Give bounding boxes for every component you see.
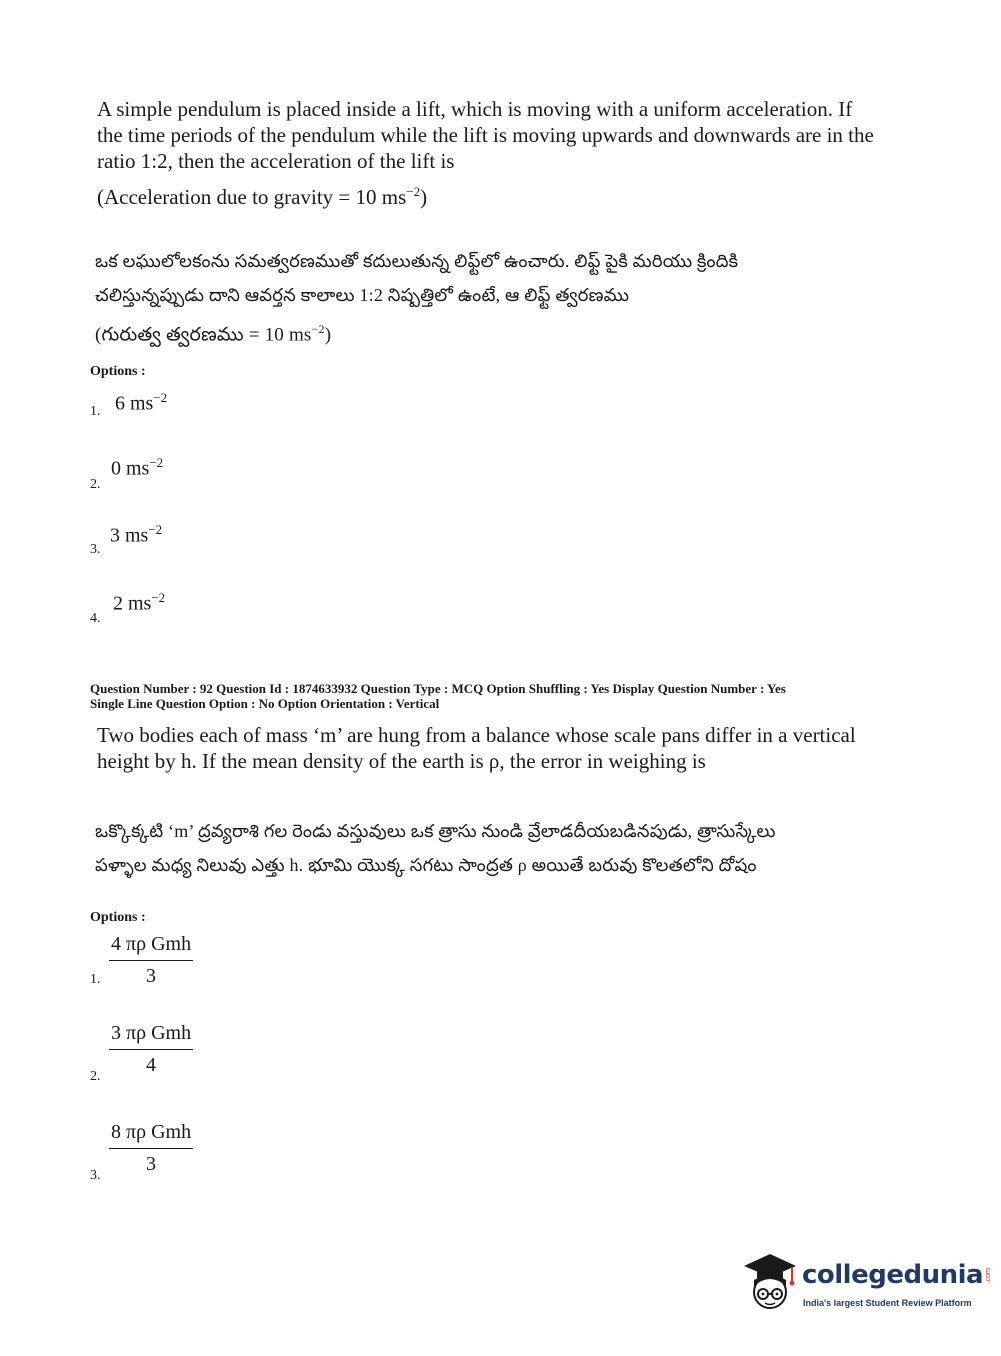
q92-english-text <box>97 722 897 774</box>
q91-options-label: Options : <box>90 364 146 379</box>
logo-tagline: India's largest Student Review Platform <box>803 1298 972 1308</box>
q92-options-label: Options : <box>90 910 146 925</box>
q92-option-number: 2. <box>90 1069 101 1084</box>
q92-english-line: height by h. If the mean density of the earth is ρ, the error in weighing is <box>97 749 706 773</box>
q91-option-exponent: −2 <box>149 455 164 470</box>
q91-option-1[interactable] <box>115 390 167 416</box>
fraction-numerator: 4 πρ Gmh <box>109 933 193 961</box>
q91-option-number: 1. <box>90 404 101 419</box>
fraction-denominator: 3 <box>146 1153 157 1175</box>
q92-telugu-line: ఒక్కొక్కటి ‘m’ ద్రవ్యరాశి గల రెండు వస్తువులు ఒక త్రాసు నుండి వ్రేలాడదీయబడినపుడు, త్రాసుస్కేలు <box>95 821 776 841</box>
fraction-numerator: 8 πρ Gmh <box>109 1121 193 1149</box>
q91-english-line: the time periods of the pendulum while the lift is moving upwards and downwards are in the <box>97 123 874 147</box>
q92-option-1[interactable] <box>109 933 193 988</box>
q91-gravity-exponent: −2 <box>406 184 421 199</box>
q91-option-exponent: −2 <box>153 390 168 405</box>
fraction-numerator: 3 πρ Gmh <box>109 1022 193 1050</box>
q91-telugu-line <box>95 312 895 352</box>
collegedunia-logo <box>740 1250 993 1320</box>
fraction-denominator: 4 <box>146 1054 157 1076</box>
mascot-icon <box>740 1250 800 1316</box>
q91-telugu-line: ఒక లఘులోలకంను సమత్వరణముతో కదులుతున్న లిఫ్ట్‌లో ఉంచారు. లిఫ్ట్ పైకి మరియు క్రిందికి <box>95 251 739 271</box>
logo-wordmark <box>802 1260 992 1290</box>
logo-name: collegedunia <box>802 1260 984 1290</box>
q92-option-number: 3. <box>90 1168 101 1183</box>
q92-meta-line: Question Number : 92 Question Id : 1874633932 Question Type : MCQ Option Shuffling : Yes Display Question Number : Yes <box>90 681 786 696</box>
q91-option-2[interactable] <box>111 455 163 481</box>
q92-option-number: 1. <box>90 972 101 987</box>
q91-telugu-text <box>95 244 895 352</box>
q91-telugu-gravity-exponent: −2 <box>311 322 325 336</box>
q91-english-text <box>97 96 897 210</box>
q92-metadata <box>90 681 970 711</box>
q91-english-line: A simple pendulum is placed inside a lift, which is moving with a uniform acceleration. If <box>97 97 853 121</box>
q91-option-value: 0 ms <box>111 457 150 480</box>
q92-option-2[interactable] <box>109 1022 193 1077</box>
q92-option-3[interactable] <box>109 1121 193 1176</box>
q91-telugu-gravity: (గురుత్వ త్వరణము = 10 ms <box>95 324 312 346</box>
q91-gravity-close: ) <box>420 185 428 209</box>
q91-option-exponent: −2 <box>151 590 166 605</box>
q91-option-number: 3. <box>90 542 101 557</box>
q91-option-value: 6 ms <box>115 392 154 415</box>
q92-telugu-line: పళ్ళాల మధ్య నిలువు ఎత్తు h. భూమి యొక్క సగటు సాంద్రత ρ అయితే బరువు కొలతలోని దోషం <box>95 855 757 875</box>
q91-english-line <box>97 179 897 210</box>
q92-meta-line: Single Line Question Option : No Option Orientation : Vertical <box>90 696 440 711</box>
q91-option-number: 4. <box>90 611 101 626</box>
q91-telugu-line: చలిస్తున్నప్పుడు దాని ఆవర్తన కాలాలు 1:2 నిష్పత్తిలో ఉంటే, ఆ లిఫ్ట్ త్వరణము <box>95 285 630 305</box>
q91-option-value: 2 ms <box>113 592 152 615</box>
q91-option-number: 2. <box>90 477 101 492</box>
q92-telugu-text <box>95 814 895 882</box>
q91-telugu-gravity-close: ) <box>324 324 332 346</box>
q91-english-line: ratio 1:2, then the acceleration of the lift is <box>97 149 455 173</box>
q91-option-value: 3 ms <box>110 524 149 547</box>
fraction-denominator: 3 <box>146 965 157 987</box>
q92-english-line: Two bodies each of mass ‘m’ are hung from a balance whose scale pans differ in a vertical <box>97 723 856 747</box>
logo-suffix: .com <box>984 1267 993 1284</box>
q91-option-4[interactable] <box>113 590 165 616</box>
q91-option-exponent: −2 <box>148 522 163 537</box>
q91-option-3[interactable] <box>110 522 162 548</box>
q91-gravity-text: (Acceleration due to gravity = 10 ms <box>97 185 407 209</box>
